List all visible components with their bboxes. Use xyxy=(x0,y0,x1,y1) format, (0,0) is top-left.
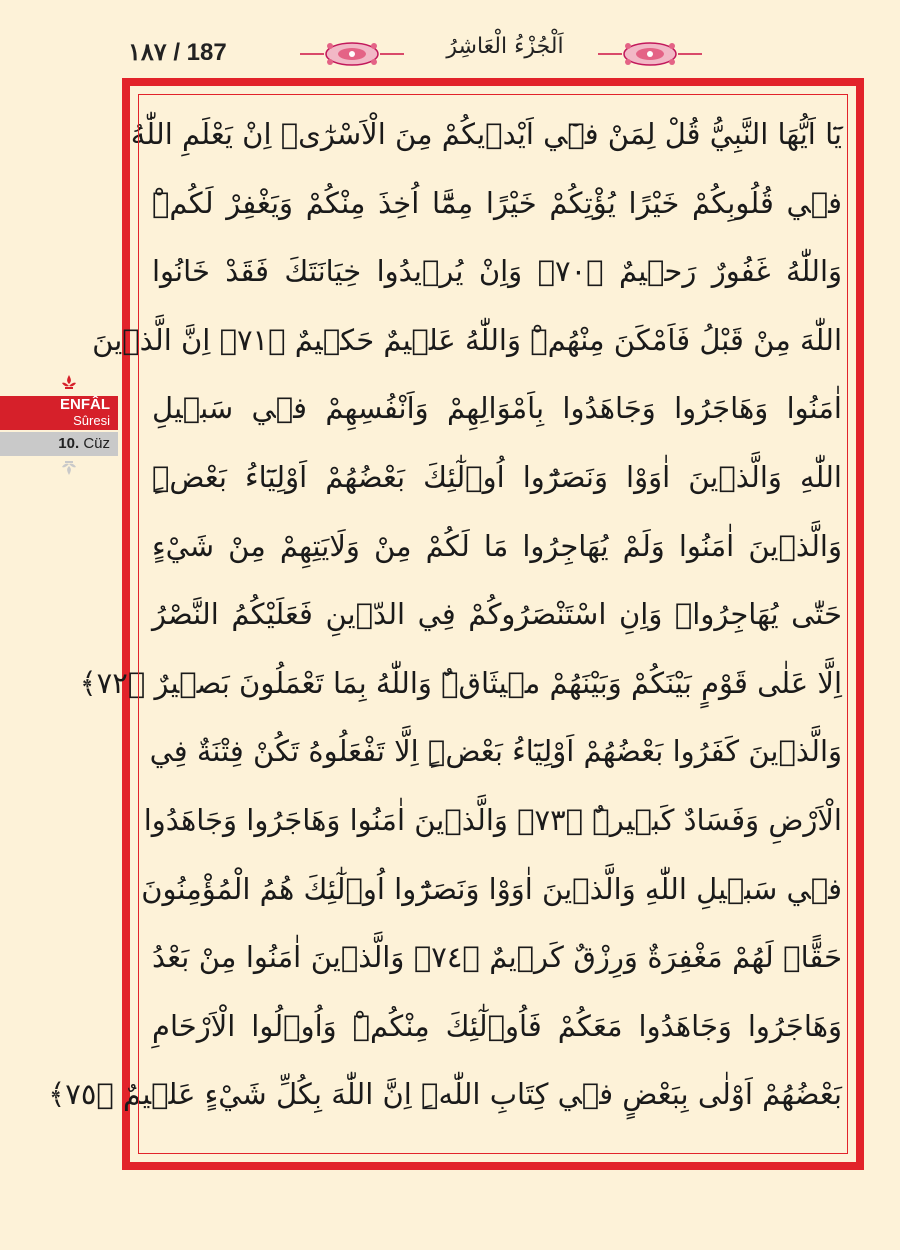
ornament-right-icon xyxy=(598,40,702,68)
text-line: اللّٰهِ وَالَّذ۪ينَ اٰوَوْا وَنَصَرُٓوا اُو۬لٰٓئِكَ بَعْضُهُمْ اَوْلِيَٓاءُ بَعْضٍۜ xyxy=(152,459,842,494)
text-line: حَتّٰى يُهَاجِرُواۚ وَاِنِ اسْتَنْصَرُوكُمْ فِي الدّ۪ينِ فَعَلَيْكُمُ النَّصْرُ xyxy=(152,597,842,632)
sura-label: Sûresi xyxy=(73,413,110,428)
text-line: وَالَّذ۪ينَ كَفَرُوا بَعْضُهُمْ اَوْلِيَٓاءُ بَعْضٍۜ اِلَّا تَفْعَلُوهُ تَكُنْ فِتْنَةٌ فِي xyxy=(149,734,842,769)
ornament-left-icon xyxy=(300,40,404,68)
text-line: اِلَّا عَلٰى قَوْمٍ بَيْنَكُمْ وَبَيْنَهُمْ م۪يثَاقٌۜ وَاللّٰهُ بِمَا تَعْمَلُونَ بَص۪يرٌ ﴿٧٢﴾ xyxy=(79,665,842,700)
fleur-de-lis-icon xyxy=(60,458,78,476)
cuz-box xyxy=(0,432,118,456)
text-line: يَٓا اَيُّهَا النَّبِيُّ قُلْ لِمَنْ ف۪ٓي اَيْد۪يكُمْ مِنَ الْاَسْرٰٓىۙ اِنْ يَعْلَمِ اللّٰهُ xyxy=(130,117,842,151)
text-line: وَالَّذ۪ينَ اٰمَنُوا وَلَمْ يُهَاجِرُوا مَا لَكُمْ مِنْ وَلَايَتِهِمْ مِنْ شَيْءٍ xyxy=(152,528,842,563)
text-line: اٰمَنُوا وَهَاجَرُوا وَجَاهَدُوا بِاَمْوَالِهِمْ وَاَنْفُسِهِمْ ف۪ي سَب۪يلِ xyxy=(152,391,842,426)
juz-title: اَلْجُزْءُ الْعَاشِرُ xyxy=(446,34,564,59)
text-line: وَهَاجَرُوا وَجَاهَدُوا مَعَكُمْ فَاُو۬لٰٓئِكَ مِنْكُمْۜ وَاُو۬لُوا الْاَرْحَامِ xyxy=(152,1008,842,1043)
cuz-number: 10. xyxy=(58,435,80,452)
text-line: الْاَرْضِ وَفَسَادٌ كَب۪يرٌۜ ﴿٧٣﴾ وَالَّذ۪ينَ اٰمَنُوا وَهَاجَرُوا وَجَاهَدُوا xyxy=(143,802,842,837)
text-line: حَقًّاۜ لَهُمْ مَغْفِرَةٌ وَرِزْقٌ كَر۪يمٌ ﴿٧٤﴾ وَالَّذ۪ينَ اٰمَنُوا مِنْ بَعْدُ xyxy=(152,940,842,975)
text-line: اللّٰهَ مِنْ قَبْلُ فَاَمْكَنَ مِنْهُمْۜ وَاللّٰهُ عَل۪يمٌ حَك۪يمٌ ﴿٧١﴾ اِنَّ الَّذ۪ينَ xyxy=(92,322,842,357)
text-line: ف۪ي قُلُوبِكُمْ خَيْرًا يُؤْتِكُمْ خَيْرًا مِمَّٓا اُخِذَ مِنْكُمْ وَيَغْفِرْ لَكُمْۜ xyxy=(152,185,842,220)
cuz-label: Cüz xyxy=(83,435,110,452)
text-line: بَعْضُهُمْ اَوْلٰى بِبَعْضٍ ف۪ي كِتَابِ اللّٰهِۜ اِنَّ اللّٰهَ بِكُلِّ شَيْءٍ عَل۪يمٌ ﴿٧٥﴾ xyxy=(48,1077,842,1112)
sura-name: ENFÂL xyxy=(60,396,110,413)
fleur-de-lis-icon xyxy=(60,374,78,392)
sura-name-box xyxy=(0,396,118,430)
text-line: ف۪ي سَب۪يلِ اللّٰهِ وَالَّذ۪ينَ اٰوَوْا وَنَصَرُٓوا اُو۬لٰٓئِكَ هُمُ الْمُؤْمِنُونَ xyxy=(141,871,842,906)
text-line: وَاللّٰهُ غَفُورٌ رَح۪يمٌ ﴿٧٠﴾ وَاِنْ يُر۪يدُوا خِيَانَتَكَ فَقَدْ خَانُوا xyxy=(152,254,843,289)
page-number: ١٨٧ / 187 xyxy=(128,39,227,66)
